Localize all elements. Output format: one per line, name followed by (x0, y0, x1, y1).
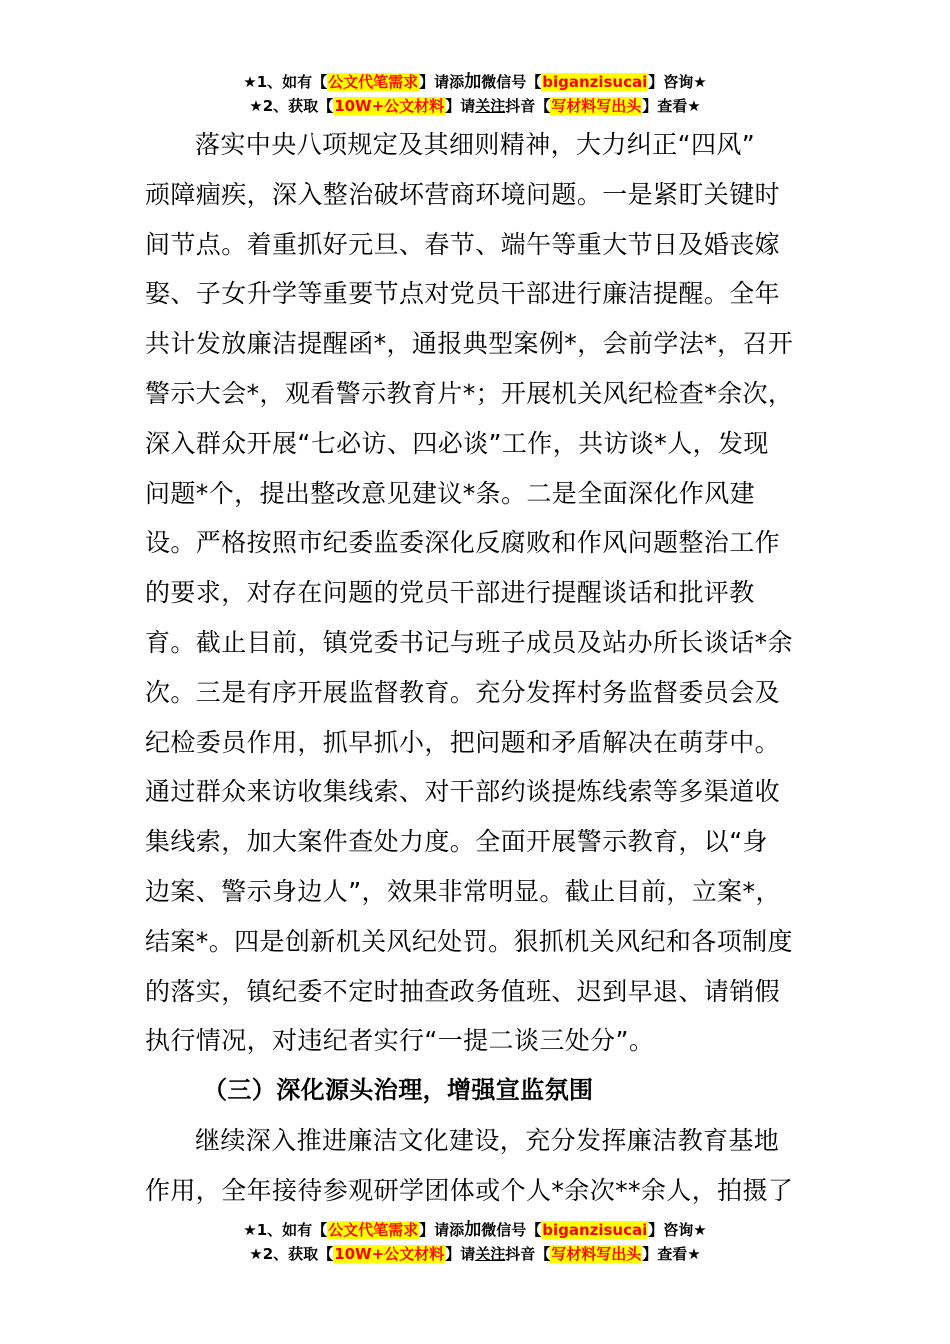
banner-highlight: 公文代笔需求 (328, 73, 419, 91)
paragraph-line: 育。截止目前，镇党委书记与班子成员及站办所长谈话*余 (145, 627, 793, 657)
banner-text: 】请添 (419, 73, 465, 91)
banner-text: ★2、获取【 (249, 97, 334, 115)
banner-text: ★2、获取【 (249, 1245, 334, 1263)
banner-emphasis: 加 (464, 72, 482, 92)
banner-highlight: 10W+公文材料 (334, 97, 445, 115)
paragraph-line: 娶、子女升学等重要节点对党员干部进行廉洁提醒。全年 (145, 279, 781, 309)
paragraph-line: 边案、警示身边人”，效果非常明显。截止目前，立案*， (145, 876, 781, 906)
paragraph-line: 落实中央八项规定及其细则精神，大力纠正“四风” (195, 130, 756, 159)
banner-underline: 关注 (475, 1245, 506, 1263)
banner-highlight-douyin: 写材料写出头 (551, 1245, 642, 1263)
paragraph-line: 的落实，镇纪委不定时抽查政务值班、迟到早退、请销假 (145, 976, 781, 1006)
section-heading: （三）深化源头治理，增强宣监氛围 (203, 1076, 594, 1105)
paragraph-line: 纪检委员作用，抓早抓小，把问题和矛盾解决在萌芽中。 (145, 727, 781, 757)
paragraph-line: 作用，全年接待参观研学团体或个人*余次**余人，拍摄了 (145, 1175, 794, 1205)
banner-text: 】咨询★ (648, 73, 707, 91)
bottom-banner-line-2 (0, 1242, 950, 1266)
banner-highlight-douyin: 写材料写出头 (551, 97, 642, 115)
banner-text: 】查看★ (642, 97, 701, 115)
paragraph-line: 共计发放廉洁提醒函*，通报典型案例*，会前学法*，召开 (145, 329, 794, 359)
paragraph-line: 深入群众开展“七必访、四必谈”工作，共访谈*人，发现 (145, 428, 769, 458)
banner-highlight: 公文代笔需求 (328, 1221, 419, 1239)
banner-highlight: 10W+公文材料 (334, 1245, 445, 1263)
bottom-banner-line-1 (0, 1218, 950, 1242)
paragraph-line: 结案*。四是创新机关风纪处罚。狠抓机关风纪和各项制度 (145, 926, 793, 956)
top-banner-line-2 (0, 94, 950, 118)
banner-text: 抖音【 (505, 1245, 551, 1263)
banner-text: 抖音【 (505, 97, 551, 115)
banner-highlight-wechat: biganzisucai (542, 73, 648, 91)
banner-underline: 关注 (475, 97, 506, 115)
banner-text: ★1、如有【 (243, 1221, 328, 1239)
banner-text: 】请 (445, 1245, 476, 1263)
banner-text: 】请添 (419, 1221, 465, 1239)
banner-text: 】咨询★ (648, 1221, 707, 1239)
paragraph-line: 执行情况，对违纪者实行“一提二谈三处分”。 (145, 1026, 655, 1056)
paragraph-line: 的要求，对存在问题的党员干部进行提醒谈话和批评教 (145, 578, 755, 608)
banner-text: 】请 (445, 97, 476, 115)
paragraph-line: 间节点。着重抓好元旦、春节、端午等重大节日及婚丧嫁 (145, 229, 781, 259)
top-banner-line-1 (0, 70, 950, 94)
paragraph-line: 集线索，加大案件查处力度。全面开展警示教育，以“身 (145, 827, 768, 857)
paragraph-line: 次。三是有序开展监督教育。充分发挥村务监督委员会及 (145, 677, 781, 707)
banner-text: ★1、如有【 (243, 73, 328, 91)
banner-text: 微信号【 (481, 1221, 542, 1239)
banner-highlight-wechat: biganzisucai (542, 1221, 648, 1239)
banner-emphasis: 加 (464, 1220, 482, 1240)
banner-text: 微信号【 (481, 73, 542, 91)
paragraph-line: 通过群众来访收集线索、对干部约谈提炼线索等多渠道收 (145, 777, 781, 807)
paragraph-line: 设。严格按照市纪委监委深化反腐败和作风问题整治工作 (145, 528, 781, 558)
banner-text: 】查看★ (642, 1245, 701, 1263)
paragraph-line: 警示大会*，观看警示教育片*；开展机关风纪检查*余次， (145, 378, 794, 408)
paragraph-line: 问题*个，提出整改意见建议*条。二是全面深化作风建 (145, 478, 756, 508)
paragraph-line: 顽障痼疾，深入整治破坏营商环境问题。一是紧盯关键时 (145, 179, 781, 209)
paragraph-line: 继续深入推进廉洁文化建设，充分发挥廉洁教育基地 (195, 1125, 780, 1155)
document-body (145, 120, 809, 1216)
